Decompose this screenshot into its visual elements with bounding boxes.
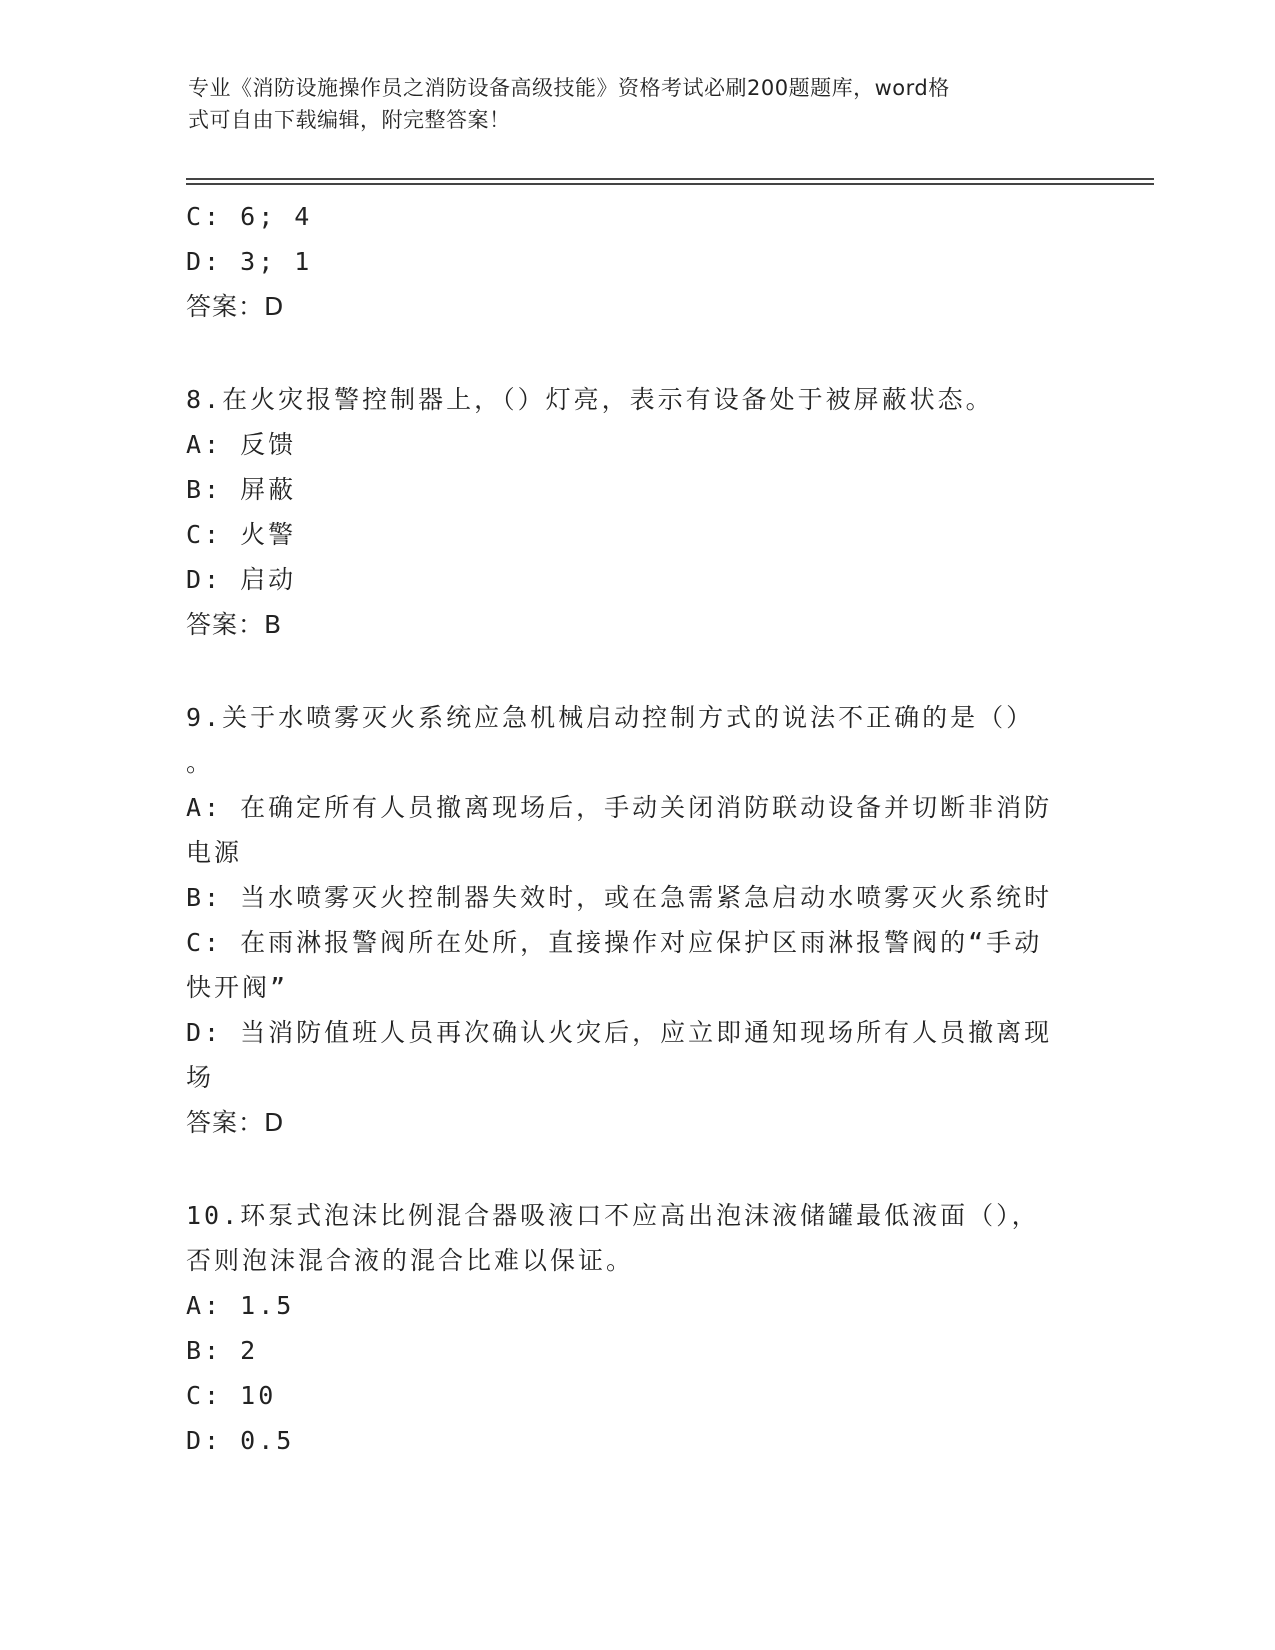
question-10-option-b: B: 2 [186,1336,259,1365]
header-line-2: 式可自由下载编辑，附完整答案！ [188,108,511,132]
header-divider-bottom [186,183,1154,185]
question-9-option-a-line-1: A: 在确定所有人员撤离现场后，手动关闭消防联动设备并切断非消防 [186,793,1053,822]
question-8-stem: 8.在火灾报警控制器上，（）灯亮，表示有设备处于被屏蔽状态。 [186,385,994,414]
question-10-stem-line-1: 10.环泵式泡沫比例混合器吸液口不应高出泡沫液储罐最低液面（）， [186,1201,1040,1230]
spacer [186,1145,1086,1193]
question-8-option-d: D: 启动 [186,565,297,594]
question-9-stem-line-2: 。 [186,748,215,777]
question-8-option-b: B: 屏蔽 [186,475,297,504]
question-10-stem-line-2: 否则泡沫混合液的混合比难以保证。 [186,1246,635,1275]
header-divider-top [186,178,1154,180]
prev-option-c: C: 6; 4 [186,202,313,231]
question-9-option-c-line-1: C: 在雨淋报警阀所在处所，直接操作对应保护区雨淋报警阀的“手动 [186,928,1043,957]
prev-option-d: D: 3; 1 [186,247,313,276]
question-8-option-a: A: 反馈 [186,430,297,459]
question-9-option-c-line-2: 快开阀” [186,973,289,1002]
prev-question [186,194,1086,329]
question-content [186,194,1086,1463]
question-9-option-d-line-2: 场 [186,1063,215,1092]
document-header [188,72,1068,136]
question-9 [186,695,1086,1145]
header-line-1: 专业《消防设施操作员之消防设备高级技能》资格考试必刷200题题库，word格 [188,76,950,100]
spacer [186,329,1086,377]
question-10 [186,1193,1086,1463]
question-8-option-c: C: 火警 [186,520,297,549]
question-9-option-b: B: 当水喷雾灭火控制器失效时，或在急需紧急启动水喷雾灭火系统时 [186,883,1053,912]
question-10-option-c: C: 10 [186,1381,277,1410]
question-8 [186,377,1086,647]
question-10-option-d: D: 0.5 [186,1426,295,1455]
question-10-option-a: A: 1.5 [186,1291,295,1320]
question-8-answer: 答案：B [186,610,283,639]
spacer [186,647,1086,695]
question-9-stem-line-1: 9.关于水喷雾灭火系统应急机械启动控制方式的说法不正确的是（） [186,703,1035,732]
question-9-answer: 答案：D [186,1108,285,1137]
question-9-option-d-line-1: D: 当消防值班人员再次确认火灾后，应立即通知现场所有人员撤离现 [186,1018,1053,1047]
prev-answer: 答案：D [186,292,285,321]
question-9-option-a-line-2: 电源 [186,838,243,867]
